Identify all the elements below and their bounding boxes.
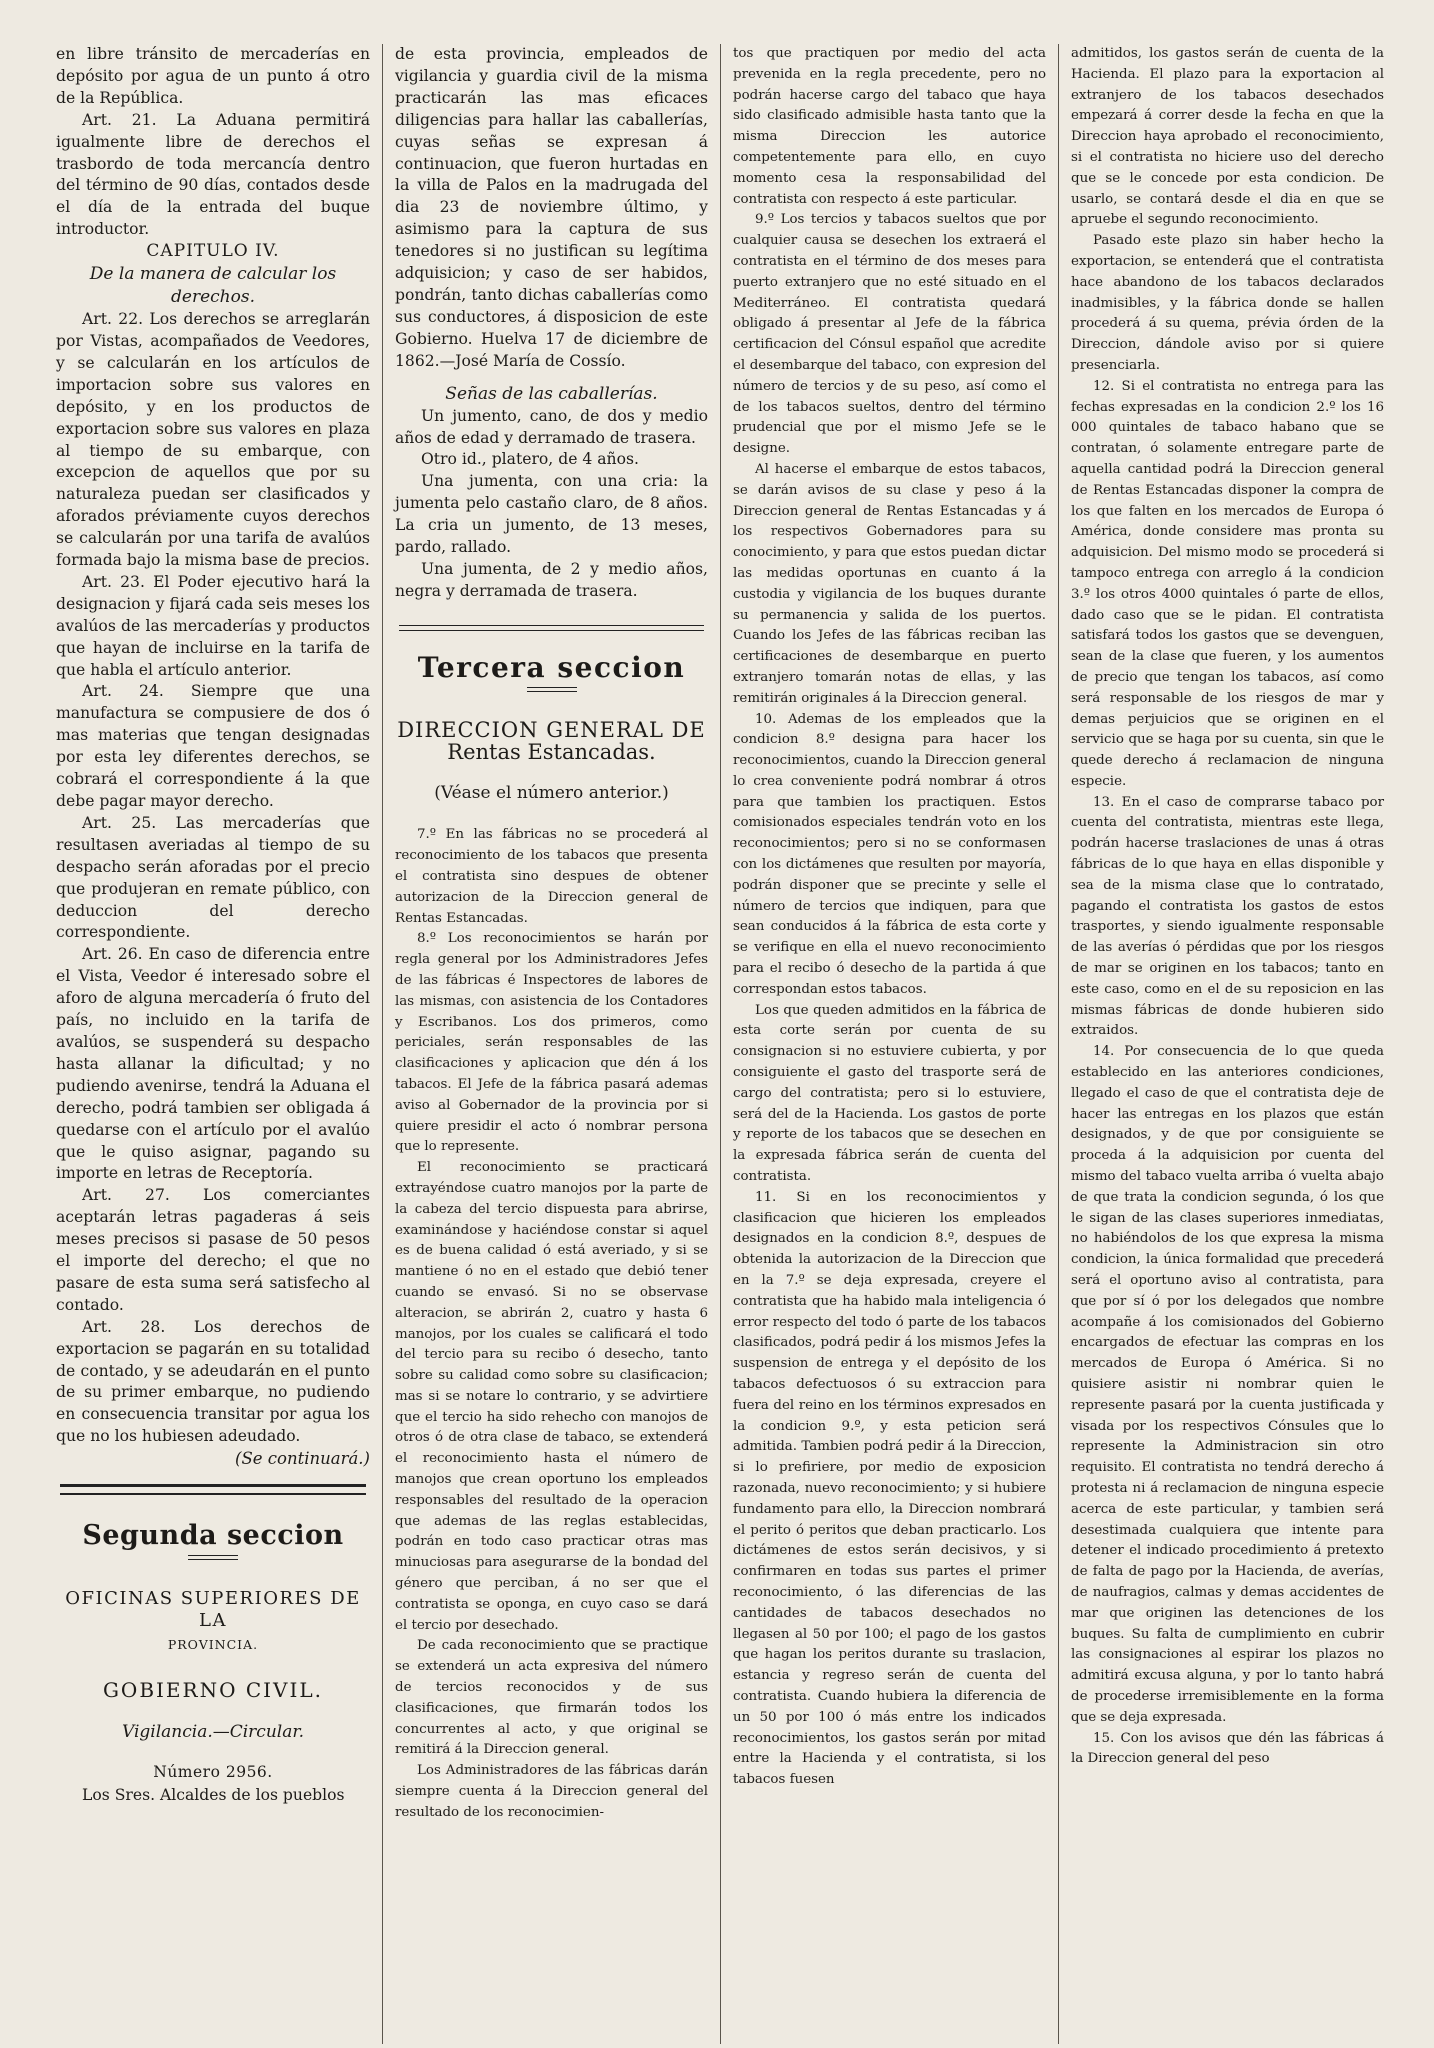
condition-11: 11. Si en los reconocimientos y clasificacion que hicieren los empleados designados en la condicion 8.º, despues de obtenida la autorizacion de la Direccion que en la 7.º se deja expresada, creyere el contratista que ha habido mala inteligencia ó error respecto del todo ó parte de los tabacos clasificados, podrá pedir á los mismos Jefes la suspension de entrega y el depósito de los tabacos defectuosos ó su extraccion para fuera del reino en los términos expresados en la condicion 9.º, y esta peticion será admitida. Tambien podrá pedir á la Direccion, si lo prefiriere, por medio de exposicion razonada, nuevo reconocimiento; y si hubiere fundamento para ello, la Direccion nombrará el perito ó peritos que deban practicarlo. Los dictámenes de estos serán decisivos, y si confirmaren en todas sus partes el primer reconocimiento, ó las diferencias de las cantidades de tabacos desechados no llegasen al 50 por 100; el pago de los gastos que hagan los peritos durante su traslacion, estancia y regreso serán de cuenta del contratista. Cuando hubiera la diferencia de un 50 por 100 ó más entre los indicados reconocimientos, los gastos serán por mitad entre la Hacienda y el contratista, si los tabacos fuesen [733, 1189, 1046, 1788]
government-heading: GOBIERNO CIVIL. [102, 1677, 324, 1702]
condition-13: 13. En el caso de comprarse tabaco por cuenta del contratista, mientras este llega, podrán hacerse traslaciones de unas á otras fábricas de lo que haya en ellas disponible y sea de la misma clase que lo contratado, pagando el contratista los gastos de estos trasportes, y siendo igualmente responsable de las averías ó pérdidas que por los riesgos de mar se originen en los tabacos; tanto en este caso, como en el de su reposicion en las mismas fábricas de donde hubieren sido extraidos. [1071, 794, 1384, 1039]
short-rule [188, 1555, 238, 1560]
article-21: Art. 21. La Aduana permitirá igualmente libre de derechos el trasbordo de toda mercancía dentro del término de 90 días, contados desde el día de la entrada del buque introductor. [56, 110, 370, 239]
condition-7: 7.º En las fábricas no se procederá al reconocimiento de los tabacos que presenta el contratista sino despues de obtener autorizacion de la Direccion general de Rentas Estancadas. [395, 827, 708, 926]
paragraph: De cada reconocimiento que se practique se extenderá un acta expresiva del número de tercios reconocidos y de sus clasificaciones, que firmarán todos los concurrentes al acto, y que original se remitirá á la Direccion general. [395, 1638, 708, 1758]
condition-10: 10. Ademas de los empleados que la condicion 8.º designa para hacer los reconocimientos, cuando la Direccion general lo crea conveniente podrá nombrar á otros para que tambien los practiquen. Estos comisionados especiales tendrán voto en los reconocimientos; pero si no se conformasen con los dictámenes que resulten por mayoría, podrán disponer que se precinte y selle el número de tercios que indiquen, para que sean conducidos á la fábrica de esta corte y se verifique en ella el nuevo reconocimiento para el recibo ó desecho de la partida á que correspondan estos tabacos. [733, 711, 1046, 997]
offices-heading: OFICINAS SUPERIORES DE LA [65, 1588, 361, 1631]
circular-heading: Vigilancia.—Circular. [121, 1721, 305, 1742]
article-23: Art. 23. El Poder ejecutivo hará la designacion y fijará cada seis meses los avalúos de las mercaderías y productos que hayan de incluirse en la tarifa de que habla el artículo anterior. [56, 572, 370, 679]
article-25: Art. 25. Las mercaderías que resultasen averiadas al tiempo de su despacho serán aforadas por el precio que produjeran en remate público, con deduccion del derecho correspondiente. [56, 813, 370, 942]
condition-12: 12. Si el contratista no entrega para las fechas expresadas en la condicion 2.º los 16 000 quintales de tabaco habano que se contratan, ó solamente entregare parte de aquella cantidad podrá la Direccion general de Rentas Estancadas disponer la compra de los que falten en los mercados de Europa ó América, donde considere mas pronta su adquisicion. Del mismo modo se procederá si tampoco entrega con arreglo á la condicion 3.º los otros 4000 quintales ó parte de ellos, dado caso que se le pidan. El contratista satisfará todos los gastos que se devenguen, sean de la clase que fueren, y los aumentos de precio que tengan los tabacos, así como será responsable de los riesgos de mar y demas perjuicios que se originen en el servicio que se haga por su cuenta, sin que le quede derecho á reclamacion de ninguna especie. [1071, 378, 1384, 789]
column-2 [382, 44, 720, 2044]
section-divider [399, 625, 704, 631]
sign-item: Un jumento, cano, de dos y medio años de edad y derramado de trasera. [395, 406, 708, 447]
condition-14: 14. Por consecuencia de lo que queda establecido en las anteriores condiciones, llegado el caso de que el contratista deje de hacer las entregas en los plazos que están designados, y de que por consiguiente se proceda á la adquisicion por cuenta del mismo del tabaco vuelta arriba ó vuelta abajo de que trata la condicion segunda, ó los que le sigan de las clases superiores inmediatas, no habiéndolos de los que expresa la misma condicion, la única formalidad que precederá será el oportuno aviso al contratista, para que por sí ó por los delegados que nombre acompañe á los comisionados del Gobierno encargados de efectuar las compras en los mercados de Europa ó América. Si no quisiere asistir ni nombrar quien le represente pasará por la cuenta justificada y visada por los respectivos Cónsules que lo represente la Administracion sin otro requisito. El contratista no tendrá derecho á protesta ni á reclamacion de ninguna especie acerca de este particular, y tambien será desestimada cualquiera que intente para detener el indicado procedimiento á pretexto de falta de pago por la Hacienda, de averías, de naufragios, calmas y demas accidentes de mar que originen las detenciones de los buques. Su falta de cumplimiento en cubrir las consignaciones al espirar los plazos no admitirá excusa alguna, y por lo tanto habrá de procederse irremisiblemente en la forma que se deja expresada. [1071, 1044, 1384, 1725]
direction-subheading: Rentas Estancadas. [447, 739, 656, 764]
chapter-title: De la manera de calcular los derechos. [89, 264, 337, 308]
column-4 [1058, 44, 1396, 2044]
condition-9: 9.º Los tercios y tabacos sueltos que por cualquier causa se desechen los extraerá el contratista en el término de dos meses para puerto extranjero que no esté situado en el Mediterráneo. El contratista quedará obligado á presentar al Jefe de la fábrica certificacion del Cónsul español que acredite el desembarque del tabaco, con expresion del número de tercios y de su peso, así como el de los tabacos sueltos, dentro del término prudencial que por el mismo Jefe se le designe. [733, 212, 1046, 457]
short-rule [527, 687, 577, 692]
sign-item: Una jumenta, de 2 y medio años, negra y derramada de trasera. [395, 559, 708, 600]
paragraph: tos que practiquen por medio del acta prevenida en la regla precedente, pero no podrán hacerse cargo del tabaco que haya sido clasificado admisible hasta tanto que la misma Direccion les autorice competentemente para ello, en cuyo momento cesa la responsabilidad del contratista con respecto á este particular. [733, 46, 1046, 207]
paragraph: admitidos, los gastos serán de cuenta de la Hacienda. El plazo para la exportacion al extranjero de los tabacos desechados empezará á correr desde la fecha en que la Direccion haya aprobado el reconocimiento, si el contratista no hiciere uso del derecho que se le concede por esta condicion. De usarlo, se contará desde el dia en que se apruebe el segundo reconocimiento. [1071, 46, 1384, 228]
article-24: Art. 24. Siempre que una manufactura se compusiere de dos ó mas materias que tengan designadas por esta ley diferentes derechos, se cobrará el correspondiente á la que debe pagar mayor derecho. [56, 682, 370, 810]
chapter-heading: CAPITULO IV. [146, 241, 280, 262]
article-27: Art. 27. Los comerciantes aceptarán letras pagaderas á seis meses precisos si pasase de 50 pesos el importe del derecho; el que no pasare de esta suma será satisfecho al contado. [56, 1186, 370, 1314]
paragraph: Los Sres. Alcaldes de los pueblos [82, 1786, 345, 1805]
column-3 [720, 44, 1058, 2044]
section-2-title: Segunda seccion [82, 1520, 344, 1552]
section-divider [60, 1484, 366, 1495]
paragraph: Pasado este plazo sin haber hecho la exportacion, se entenderá que el contratista hace abandono de los tabacos declarados inadmisibles, y la fábrica donde se hallen procederá á su quema, prévia órden de la Direccion, dándole aviso por si quiere presenciarla. [1071, 233, 1384, 373]
sign-item: Una jumenta, con una cria: la jumenta pelo castaño claro, de 8 años. La cria un jumento, de 13 meses, pardo, rallado. [395, 472, 708, 557]
article-22: Art. 22. Los derechos se arreglarán por Vistas, acompañados de Veedores, y se calcularán en los artículos de importacion sobre sus valores en depósito, y en los productos de exportacion sobre sus valores en plaza al tiempo de su embarque, con excepcion de aquellos que por su naturaleza puedan ser clasificados y aforados préviamente cuyos derechos se calcularán por una tarifa de avalúos formada bajo la misma base de precios. [56, 310, 370, 570]
section-3-title: Tercera seccion [417, 650, 686, 684]
article-26: Art. 26. En caso de diferencia entre el Vista, Veedor é interesado sobre el aforo de alguna mercadería ó fruto del país, no incluido en la tarifa de avalúos, se suspenderá su despacho hasta allanar la dificultad; y no pudiendo avenirse, tendrá la Aduana el derecho, podrá tambien ser obligada á quedarse con el artículo por el avalúo que le quiso asignar, pagando su importe en letras de Receptoría. [56, 945, 370, 1183]
circular-number: Número 2956. [153, 1762, 273, 1781]
paragraph: en libre tránsito de mercaderías en depósito por agua de un punto á otro de la República. [56, 45, 370, 107]
paragraph: de esta provincia, empleados de vigilancia y guardia civil de la misma practicarán las mas eficaces diligencias para hallar las caballerías, cuyas señas se expresan á continuacion, que fueron hurtadas en la villa de Palos en la madrugada del dia 23 de noviembre último, y asimismo para la captura de sus tenedores si no justifican su legítima adquisicion; y caso de ser habidos, pondrán, tanto dichas caballerías como sus conductores, á disposicion de este Gobierno. Huelva 17 de diciembre de 1862.—José María de Cossío. [395, 45, 708, 370]
signs-heading: Señas de las caballerías. [445, 383, 658, 404]
condition-8: 8.º Los reconocimientos se harán por regla general por los Administradores Jefes de las fábricas é Inspectores de labores de las mismas, con asistencia de los Contadores y Escribanos. Los dos primeros, como periciales, serán responsables de las clasificaciones y aplicacion que dén á los tabacos. El Jefe de la fábrica pasará ademas aviso al Gobernador de la provincia por si quiere presidir el acto ó nombrar persona que lo represente. [395, 931, 708, 1155]
continued-note: (Se continuará.) [235, 1449, 370, 1469]
sign-item: Otro id., platero, de 4 años. [421, 450, 639, 469]
small-print-block [395, 825, 708, 1823]
direction-heading: DIRECCION GENERAL DE [397, 717, 706, 742]
paragraph: El reconocimiento se practicará extrayéndose cuatro manojos por la parte de la cabeza del tercio dispuesta para abrirse, examinándose y haciéndose constar si aquel es de buena calidad ó está averiado, y si se mantiene ó no en el estado que debió tener cuando se envasó. Si no se observase alteracion, se abrirán 2, cuatro y hasta 6 manojos, por los cuales se calificará el todo del tercio para su recibo ó desecho, tanto sobre su calidad como sobre su clasificacion; mas si se notare lo contrario, y se advirtiere que el tercio ha sido rehecho con manojos de otros ó de otra clase de tabaco, se extenderá el reconocimiento hasta el número de manojos que crean oportuno los empleados responsables del resultado de la operacion que ademas de las reglas establecidas, podrán en todo caso practicar otras mas minuciosas para asegurarse de la bondad del género que perciban, á no ser que el contratista se oponga, en cuyo caso se dará el tercio por desechado. [395, 1160, 708, 1633]
condition-15: 15. Con los avisos que dén las fábricas á la Direccion general del peso [1071, 1730, 1384, 1767]
offices-subheading: PROVINCIA. [167, 1636, 259, 1652]
paragraph: Los que queden admitidos en la fábrica de esta corte serán por cuenta de su consignacion si no estuviere cubierta, y por consiguiente el gasto del trasporte será de cargo del contratista; pero si lo estuviere, será del de la Hacienda. Los gastos de porte y reporte de los tabacos que se desechen en la expresada fábrica serán de cuenta del contratista. [733, 1002, 1046, 1185]
paragraph: Al hacerse el embarque de estos tabacos, se darán avisos de su clase y peso á la Direccion general de Rentas Estancadas y á los respectivos Gobernadores para su conocimiento, y para que estos puedan dictar las medidas oportunas en cuanto á la custodia y vigilancia de los buques durante su permanencia y salida de los puertos. Cuando los Jefes de las fábricas reciban las certificaciones de desembarque en puerto extranjero tomarán notas de ellas, y las remitirán originales á la Direccion general. [733, 461, 1046, 706]
paragraph: Los Administradores de las fábricas darán siempre cuenta á la Direccion general del resultado de los reconocimien- [395, 1763, 708, 1820]
article-28: Art. 28. Los derechos de exportacion se pagarán en su totalidad de contado, y se adeudarán en el punto de su primer embarque, no pudiendo en consecuencia transitar por agua los que no los hubiesen adeudado. [56, 1317, 370, 1446]
see-previous-note: (Véase el número anterior.) [434, 783, 669, 804]
column-1 [44, 44, 382, 2044]
